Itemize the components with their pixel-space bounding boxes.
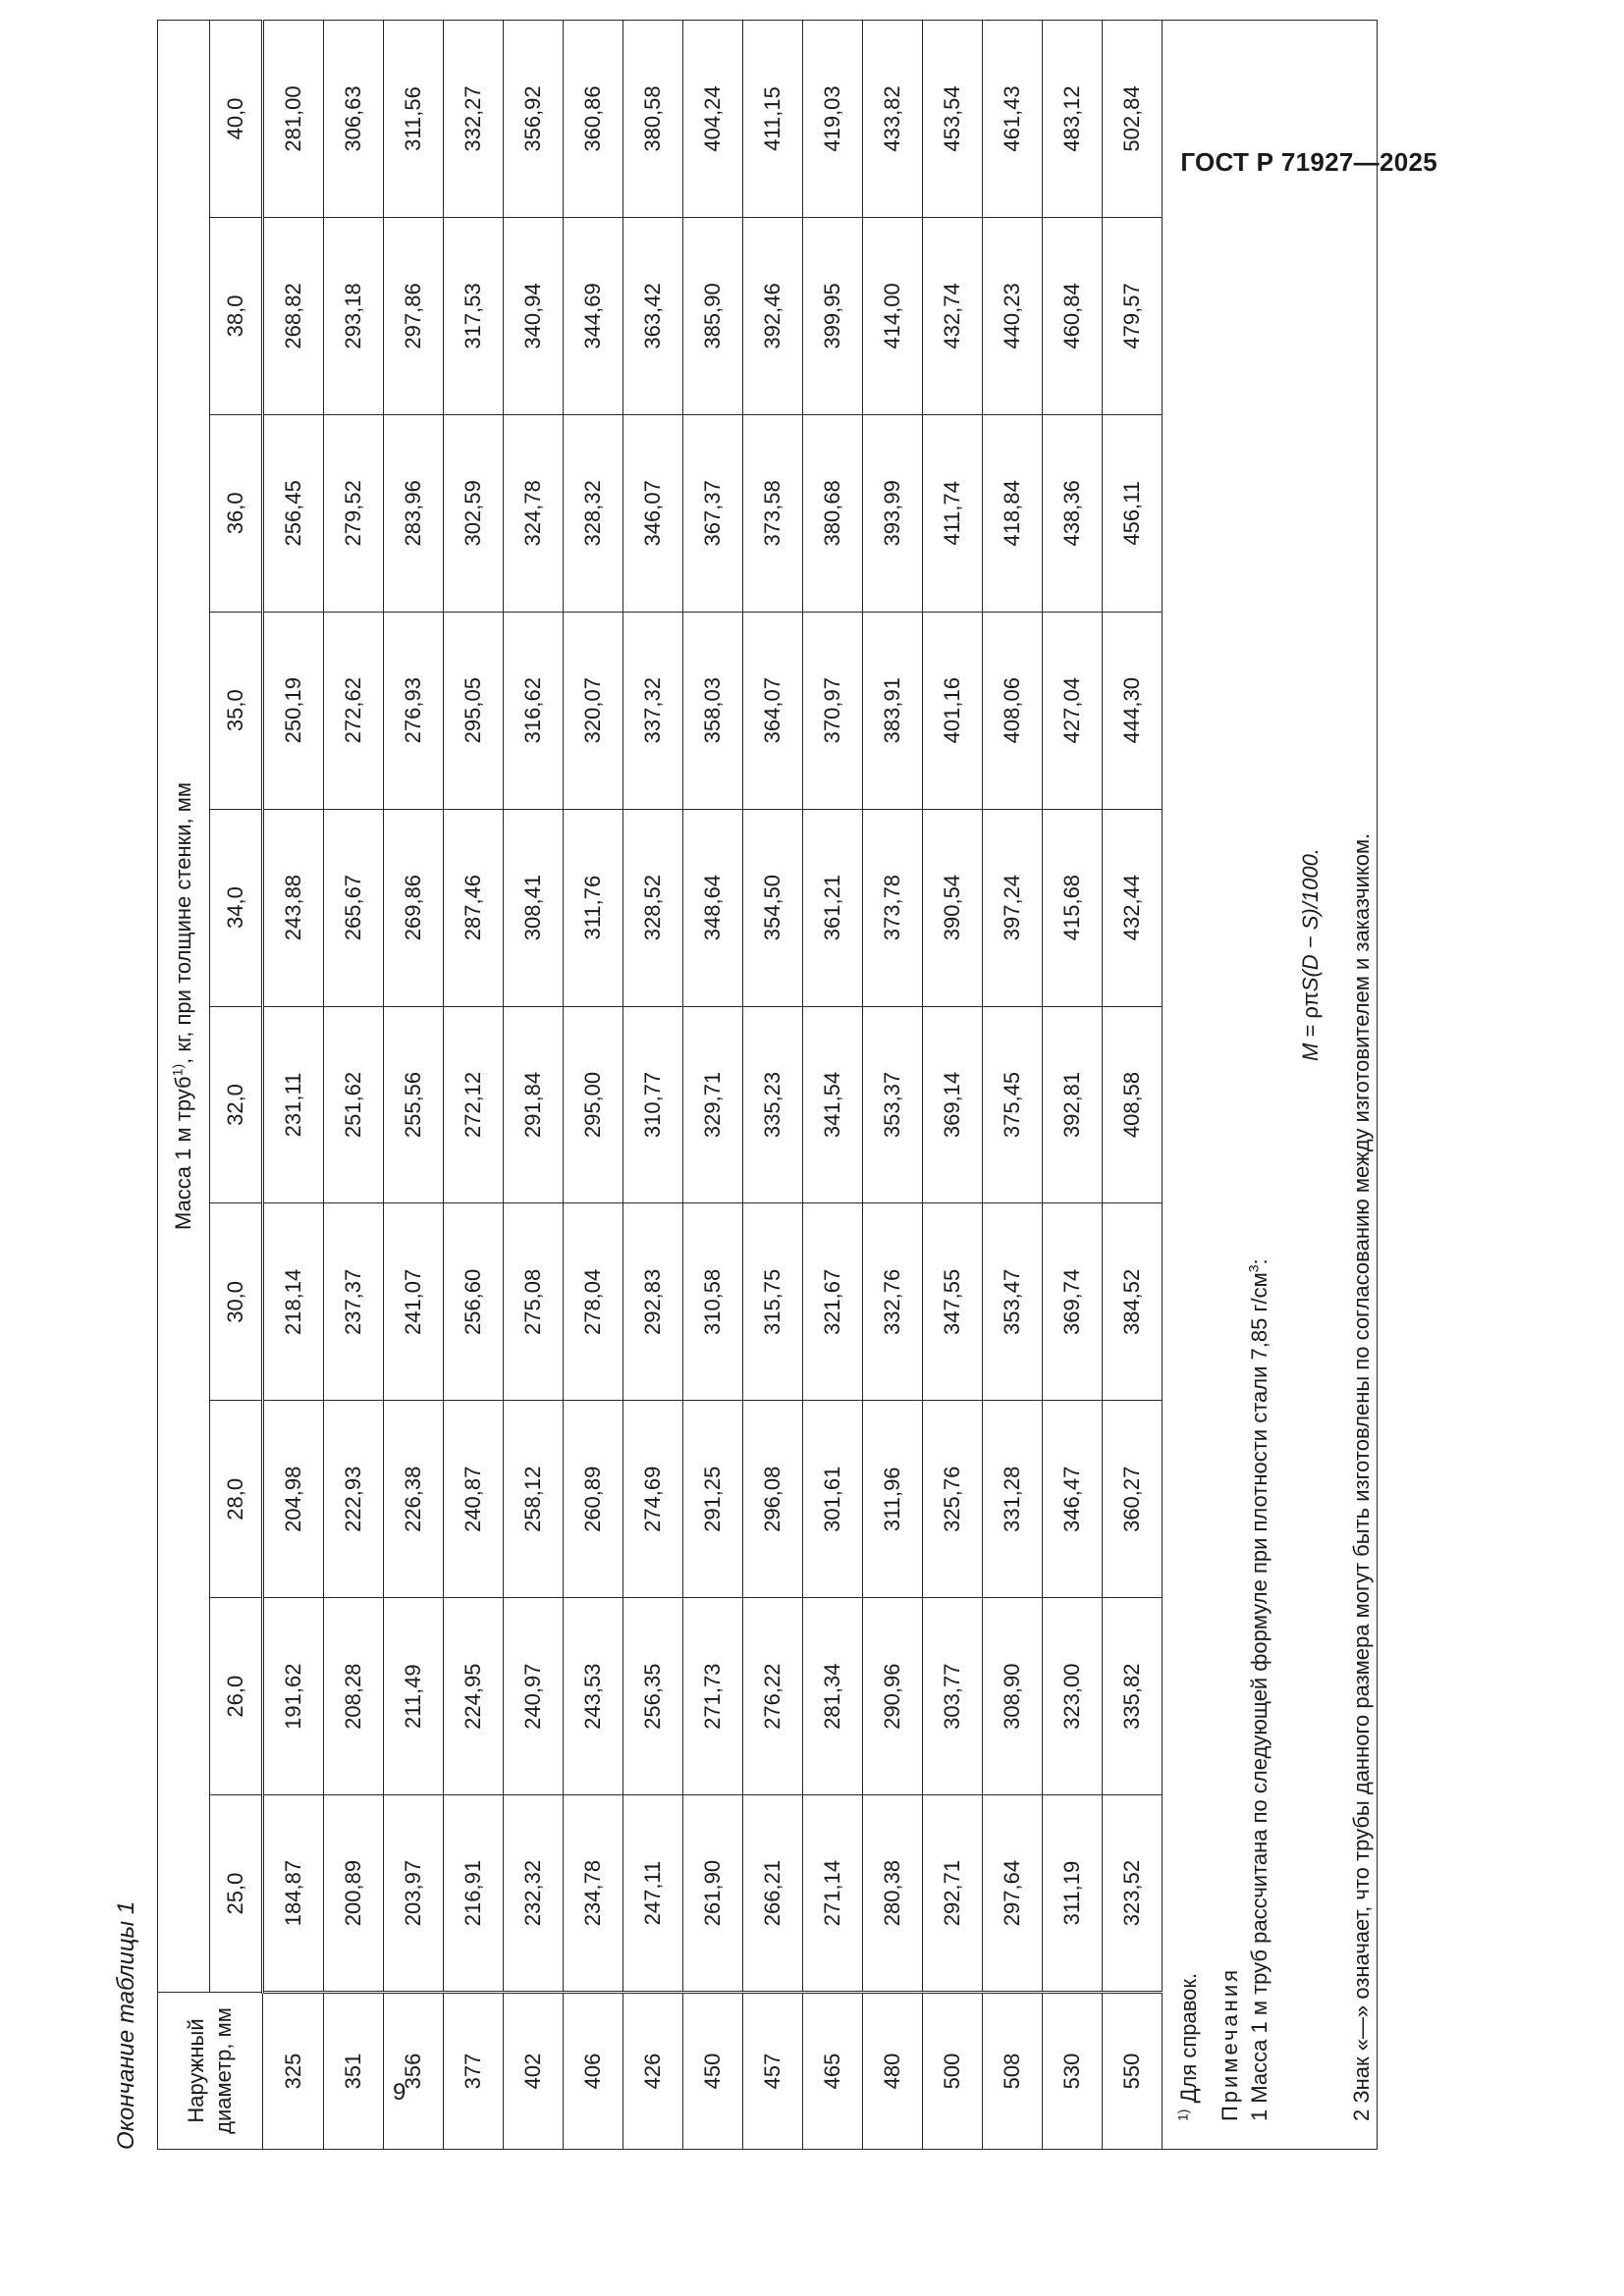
diameter-cell: 465 <box>803 1993 863 2150</box>
mass-cell: 483,12 <box>1043 21 1103 218</box>
mass-cell: 411,74 <box>923 414 983 612</box>
mass-formula: M = ρπS(D − S)/1000. <box>1298 848 1323 1061</box>
mass-cell: 324,78 <box>504 414 564 612</box>
mass-cell: 414,00 <box>863 217 923 414</box>
mass-cell: 303,77 <box>923 1598 983 1795</box>
mass-cell: 211,49 <box>384 1598 444 1795</box>
mass-cell: 310,58 <box>683 1203 743 1401</box>
mass-cell: 502,84 <box>1103 21 1163 218</box>
mass-cell: 361,21 <box>803 809 863 1006</box>
diameter-cell: 351 <box>324 1993 384 2150</box>
mass-cell: 419,03 <box>803 21 863 218</box>
mass-cell: 276,22 <box>743 1598 803 1795</box>
mass-cell: 184,87 <box>263 1795 324 1993</box>
mass-cell: 291,84 <box>504 1006 564 1203</box>
mass-cell: 240,97 <box>504 1598 564 1795</box>
mass-cell: 200,89 <box>324 1795 384 1993</box>
mass-cell: 321,67 <box>803 1203 863 1401</box>
mass-cell: 283,96 <box>384 414 444 612</box>
diameter-cell: 426 <box>623 1993 683 2150</box>
mass-cell: 479,57 <box>1103 217 1163 414</box>
mass-cell: 208,28 <box>324 1598 384 1795</box>
mass-cell: 332,76 <box>863 1203 923 1401</box>
mass-cell: 397,24 <box>983 809 1043 1006</box>
mass-cell: 415,68 <box>1043 809 1103 1006</box>
mass-cell: 226,38 <box>384 1401 444 1598</box>
thickness-header-cell: 25,0 <box>210 1795 263 1993</box>
mass-cell: 444,30 <box>1103 612 1163 809</box>
mass-cell: 308,90 <box>983 1598 1043 1795</box>
mass-cell: 261,90 <box>683 1795 743 1993</box>
mass-cell: 323,52 <box>1103 1795 1163 1993</box>
diameter-cell: 356 <box>384 1993 444 2150</box>
mass-cell: 280,38 <box>863 1795 923 1993</box>
table-caption: Окончание таблицы 1 <box>113 1900 139 2150</box>
table-row <box>863 21 923 2150</box>
mass-cell: 347,55 <box>923 1203 983 1401</box>
mass-cell: 302,59 <box>444 414 504 612</box>
mass-cell: 329,71 <box>683 1006 743 1203</box>
mass-cell: 306,63 <box>324 21 384 218</box>
mass-cell: 191,62 <box>263 1598 324 1795</box>
mass-cell: 204,98 <box>263 1401 324 1598</box>
mass-cell: 292,83 <box>623 1203 683 1401</box>
mass-cell: 335,82 <box>1103 1598 1163 1795</box>
table-row <box>1103 21 1163 2150</box>
mass-cell: 360,27 <box>1103 1401 1163 1598</box>
mass-cell: 311,96 <box>863 1401 923 1598</box>
mass-cell: 295,00 <box>564 1006 623 1203</box>
mass-cell: 346,47 <box>1043 1401 1103 1598</box>
mass-cell: 380,68 <box>803 414 863 612</box>
diameter-cell: 325 <box>263 1993 324 2150</box>
table-row <box>564 21 623 2150</box>
mass-cell: 278,04 <box>564 1203 623 1401</box>
mass-cell: 375,45 <box>983 1006 1043 1203</box>
diameter-cell: 406 <box>564 1993 623 2150</box>
mass-cell: 272,62 <box>324 612 384 809</box>
mass-cell: 265,67 <box>324 809 384 1006</box>
mass-cell: 328,52 <box>623 809 683 1006</box>
mass-cell: 275,08 <box>504 1203 564 1401</box>
mass-cell: 256,45 <box>263 414 324 612</box>
mass-cell: 369,14 <box>923 1006 983 1203</box>
mass-cell: 231,11 <box>263 1006 324 1203</box>
thickness-header-row <box>210 21 263 2150</box>
mass-cell: 393,99 <box>863 414 923 612</box>
thickness-header-cell: 28,0 <box>210 1401 263 1598</box>
mass-cell: 383,91 <box>863 612 923 809</box>
mass-cell: 258,12 <box>504 1401 564 1598</box>
mass-cell: 358,03 <box>683 612 743 809</box>
diameter-cell: 550 <box>1103 1993 1163 2150</box>
mass-cell: 390,54 <box>923 809 983 1006</box>
diameter-cell: 402 <box>504 1993 564 2150</box>
mass-cell: 320,07 <box>564 612 623 809</box>
mass-cell: 354,50 <box>743 809 803 1006</box>
page-number: 9 <box>393 2079 406 2106</box>
mass-cell: 271,73 <box>683 1598 743 1795</box>
thickness-header-cell: 36,0 <box>210 414 263 612</box>
mass-cell: 241,07 <box>384 1203 444 1401</box>
mass-cell: 260,89 <box>564 1401 623 1598</box>
table-body <box>263 21 1163 2150</box>
mass-cell: 456,11 <box>1103 414 1163 612</box>
mass-header: Масса 1 м труб$^{1)}$, кг, при толщине стенки, мм <box>158 21 210 1993</box>
mass-cell: 438,36 <box>1043 414 1103 612</box>
table-row <box>923 21 983 2150</box>
diameter-cell: 450 <box>683 1993 743 2150</box>
mass-cell: 315,75 <box>743 1203 803 1401</box>
mass-cell: 363,42 <box>623 217 683 414</box>
mass-cell: 328,32 <box>564 414 623 612</box>
mass-cell: 266,21 <box>743 1795 803 1993</box>
mass-cell: 337,32 <box>623 612 683 809</box>
thickness-header-cell: 38,0 <box>210 217 263 414</box>
mass-cell: 364,07 <box>743 612 803 809</box>
mass-cell: 346,07 <box>623 414 683 612</box>
mass-cell: 290,96 <box>863 1598 923 1795</box>
mass-cell: 360,86 <box>564 21 623 218</box>
mass-cell: 272,12 <box>444 1006 504 1203</box>
mass-cell: 433,82 <box>863 21 923 218</box>
mass-cell: 311,19 <box>1043 1795 1103 1993</box>
mass-cell: 316,62 <box>504 612 564 809</box>
mass-cell: 411,15 <box>743 21 803 218</box>
mass-cell: 234,78 <box>564 1795 623 1993</box>
mass-cell: 373,58 <box>743 414 803 612</box>
table-row <box>444 21 504 2150</box>
thickness-header-cell: 30,0 <box>210 1203 263 1401</box>
mass-cell: 385,90 <box>683 217 743 414</box>
notes-row <box>1163 21 1378 2150</box>
mass-cell: 216,91 <box>444 1795 504 1993</box>
mass-cell: 408,06 <box>983 612 1043 809</box>
mass-cell: 250,19 <box>263 612 324 809</box>
mass-cell: 380,58 <box>623 21 683 218</box>
document-code: ГОСТ Р 71927—2025 <box>1180 147 1437 177</box>
mass-cell: 297,64 <box>983 1795 1043 1993</box>
footnote: $^{1)}$ Для справок. <box>1174 1972 1201 2121</box>
rotated-content <box>113 0 1448 2150</box>
mass-cell: 323,00 <box>1043 1598 1103 1795</box>
mass-cell: 401,16 <box>923 612 983 809</box>
mass-cell: 274,69 <box>623 1401 683 1598</box>
mass-cell: 251,62 <box>324 1006 384 1203</box>
table-row <box>743 21 803 2150</box>
mass-cell: 418,84 <box>983 414 1043 612</box>
note-1: 1 Масса 1 м труб рассчитана по следующей формуле при плотности стали 7,85 $г/см^3$: <box>1245 1258 1272 2121</box>
mass-cell: 340,94 <box>504 217 564 414</box>
mass-cell: 344,69 <box>564 217 623 414</box>
thickness-header-cell: 40,0 <box>210 21 263 218</box>
diameter-cell: 530 <box>1043 1993 1103 2150</box>
mass-cell: 331,28 <box>983 1401 1043 1598</box>
mass-cell: 353,47 <box>983 1203 1043 1401</box>
diameter-cell: 508 <box>983 1993 1043 2150</box>
mass-cell: 460,84 <box>1043 217 1103 414</box>
mass-cell: 281,34 <box>803 1598 863 1795</box>
mass-cell: 461,43 <box>983 21 1043 218</box>
mass-cell: 341,54 <box>803 1006 863 1203</box>
diameter-cell: 377 <box>444 1993 504 2150</box>
mass-cell: 356,92 <box>504 21 564 218</box>
mass-cell: 335,23 <box>743 1006 803 1203</box>
mass-cell: 367,37 <box>683 414 743 612</box>
diameter-cell: 457 <box>743 1993 803 2150</box>
mass-cell: 203,97 <box>384 1795 444 1993</box>
mass-cell: 279,52 <box>324 414 384 612</box>
table-row <box>504 21 564 2150</box>
mass-cell: 348,64 <box>683 809 743 1006</box>
mass-cell: 369,74 <box>1043 1203 1103 1401</box>
table-row <box>324 21 384 2150</box>
mass-cell: 293,18 <box>324 217 384 414</box>
mass-cell: 311,56 <box>384 21 444 218</box>
mass-cell: 269,86 <box>384 809 444 1006</box>
table-row <box>263 21 324 2150</box>
mass-cell: 281,00 <box>263 21 324 218</box>
thickness-header-cell: 34,0 <box>210 809 263 1006</box>
mass-cell: 408,58 <box>1103 1006 1163 1203</box>
mass-cell: 308,41 <box>504 809 564 1006</box>
mass-cell: 255,56 <box>384 1006 444 1203</box>
mass-cell: 392,81 <box>1043 1006 1103 1203</box>
mass-cell: 237,37 <box>324 1203 384 1401</box>
mass-cell: 218,14 <box>263 1203 324 1401</box>
thickness-header-cell: 26,0 <box>210 1598 263 1795</box>
mass-cell: 243,53 <box>564 1598 623 1795</box>
mass-cell: 268,82 <box>263 217 324 414</box>
table-header-row <box>158 21 210 2150</box>
thickness-header-cell: 32,0 <box>210 1006 263 1203</box>
mass-cell: 243,88 <box>263 809 324 1006</box>
mass-cell: 224,95 <box>444 1598 504 1795</box>
mass-cell: 256,35 <box>623 1598 683 1795</box>
mass-cell: 427,04 <box>1043 612 1103 809</box>
mass-cell: 291,25 <box>683 1401 743 1598</box>
mass-cell: 325,76 <box>923 1401 983 1598</box>
mass-cell: 317,53 <box>444 217 504 414</box>
mass-cell: 384,52 <box>1103 1203 1163 1401</box>
mass-cell: 256,60 <box>444 1203 504 1401</box>
thickness-header-cell: 35,0 <box>210 612 263 809</box>
diameter-cell: 500 <box>923 1993 983 2150</box>
mass-cell: 240,87 <box>444 1401 504 1598</box>
mass-cell: 392,46 <box>743 217 803 414</box>
mass-cell: 432,44 <box>1103 809 1163 1006</box>
mass-cell: 332,27 <box>444 21 504 218</box>
mass-cell: 295,05 <box>444 612 504 809</box>
diameter-cell: 480 <box>863 1993 923 2150</box>
mass-cell: 310,77 <box>623 1006 683 1203</box>
notes-cell <box>1163 21 1378 2150</box>
notes-heading: Примечания <box>1218 1966 1242 2121</box>
mass-table <box>157 20 1378 2150</box>
note-2: 2 Знак «—» означает, что трубы данного размера могут быть изготовлены по согласованию между изготовителем и заказчиком. <box>1349 832 1374 2121</box>
table-row <box>803 21 863 2150</box>
mass-cell: 232,32 <box>504 1795 564 1993</box>
mass-cell: 453,54 <box>923 21 983 218</box>
mass-cell: 399,95 <box>803 217 863 414</box>
mass-cell: 292,71 <box>923 1795 983 1993</box>
mass-cell: 353,37 <box>863 1006 923 1203</box>
mass-cell: 296,08 <box>743 1401 803 1598</box>
mass-cell: 440,23 <box>983 217 1043 414</box>
table-row <box>623 21 683 2150</box>
mass-cell: 373,78 <box>863 809 923 1006</box>
mass-cell: 276,93 <box>384 612 444 809</box>
table-row <box>384 21 444 2150</box>
mass-cell: 404,24 <box>683 21 743 218</box>
mass-cell: 247,11 <box>623 1795 683 1993</box>
mass-cell: 301,61 <box>803 1401 863 1598</box>
diameter-header: Наружный диаметр, мм <box>158 1993 263 2150</box>
mass-cell: 222,93 <box>324 1401 384 1598</box>
mass-cell: 432,74 <box>923 217 983 414</box>
mass-cell: 370,97 <box>803 612 863 809</box>
mass-cell: 271,14 <box>803 1795 863 1993</box>
table-row <box>683 21 743 2150</box>
table-row <box>983 21 1043 2150</box>
table-row <box>1043 21 1103 2150</box>
mass-cell: 311,76 <box>564 809 623 1006</box>
mass-cell: 297,86 <box>384 217 444 414</box>
mass-cell: 287,46 <box>444 809 504 1006</box>
